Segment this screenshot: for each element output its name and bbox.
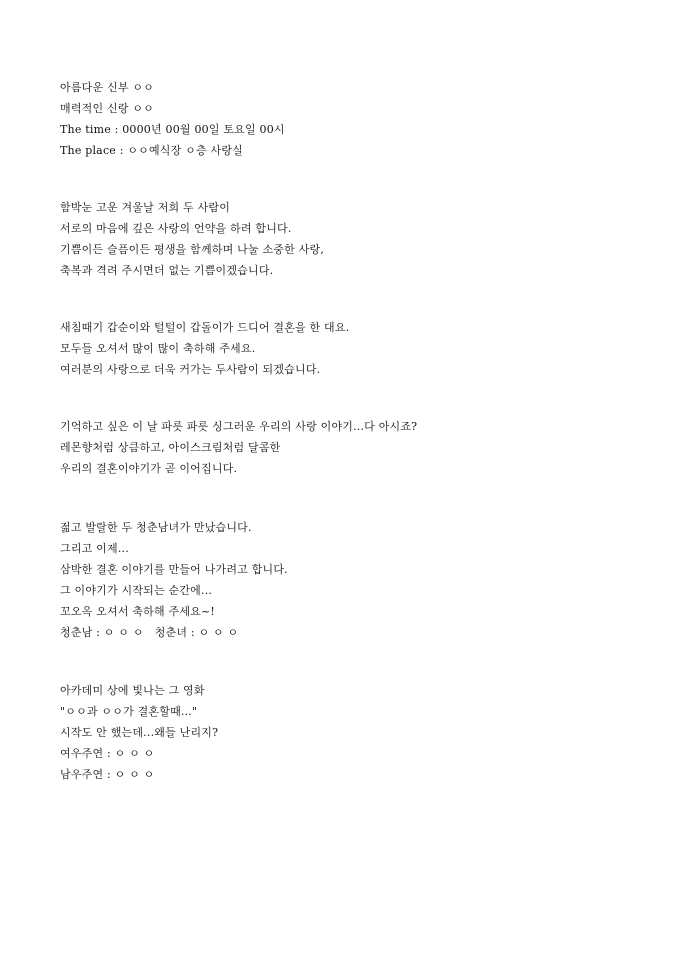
text-line: 레몬향처럼 상큼하고, 아이스크림처럼 달콤한 (60, 441, 281, 454)
text-line: 여러분의 사랑으로 더욱 커가는 두사람이 되겠습니다. (60, 363, 321, 376)
time-line: The time : 0000년 00월 00일 토요일 00시 (60, 123, 285, 136)
text-line: 시작도 안 했는데...왜들 난리지? (60, 726, 219, 739)
bride-line: 아름다운 신부 ㅇㅇ (60, 81, 155, 94)
text-line: 삼박한 결혼 이야기를 만들어 나가려고 합니다. (60, 563, 288, 576)
text-line: 우리의 결혼이야기가 곧 이어집니다. (60, 462, 238, 475)
text-line: 함박눈 고운 겨울날 저희 두 사람이 (60, 201, 231, 214)
text-line: 기쁨이든 슬픔이든 평생을 함께하며 나눌 소중한 사랑, (60, 243, 325, 256)
text-line: 기억하고 싶은 이 날 파릇 파릇 싱그러운 우리의 사랑 이야기...다 아시죠? (60, 420, 418, 433)
text-line: 축복과 격려 주시면더 없는 기쁨이겠습니다. (60, 264, 274, 277)
couple-names-line: 청춘남 : ㅇ ㅇ ㅇ 청춘녀 : ㅇ ㅇ ㅇ (60, 626, 239, 639)
invitation-paragraph-1 (60, 197, 660, 281)
event-details-block (60, 77, 660, 161)
invitation-paragraph-4 (60, 517, 660, 643)
text-line: "ㅇㅇ과 ㅇㅇ가 결혼할때..." (60, 705, 198, 718)
invitation-paragraph-3 (60, 416, 660, 479)
groom-line: 매력적인 신랑 ㅇㅇ (60, 102, 155, 115)
text-line: 새침때기 갑순이와 털털이 갑돌이가 드디어 결혼을 한 대요. (60, 321, 350, 334)
invitation-paragraph-5 (60, 680, 660, 785)
actor-line: 남우주연 : ㅇ ㅇ ㅇ (60, 768, 155, 781)
text-line: 꼬오옥 오셔서 축하해 주세요~! (60, 605, 216, 618)
text-line: 그리고 이제... (60, 542, 129, 555)
place-line: The place : ㅇㅇ예식장 ㅇ층 사랑실 (60, 144, 243, 157)
text-line: 아카데미 상에 빛나는 그 영화 (60, 684, 205, 697)
text-line: 서로의 마음에 깊은 사랑의 언약을 하려 합니다. (60, 222, 292, 235)
actress-line: 여우주연 : ㅇ ㅇ ㅇ (60, 747, 155, 760)
text-line: 모두들 오셔서 많이 많이 축하해 주세요. (60, 342, 256, 355)
text-line: 젊고 발랄한 두 청춘남녀가 만났습니다. (60, 521, 252, 534)
text-line: 그 이야기가 시작되는 순간에... (60, 584, 213, 597)
invitation-paragraph-2 (60, 317, 660, 380)
